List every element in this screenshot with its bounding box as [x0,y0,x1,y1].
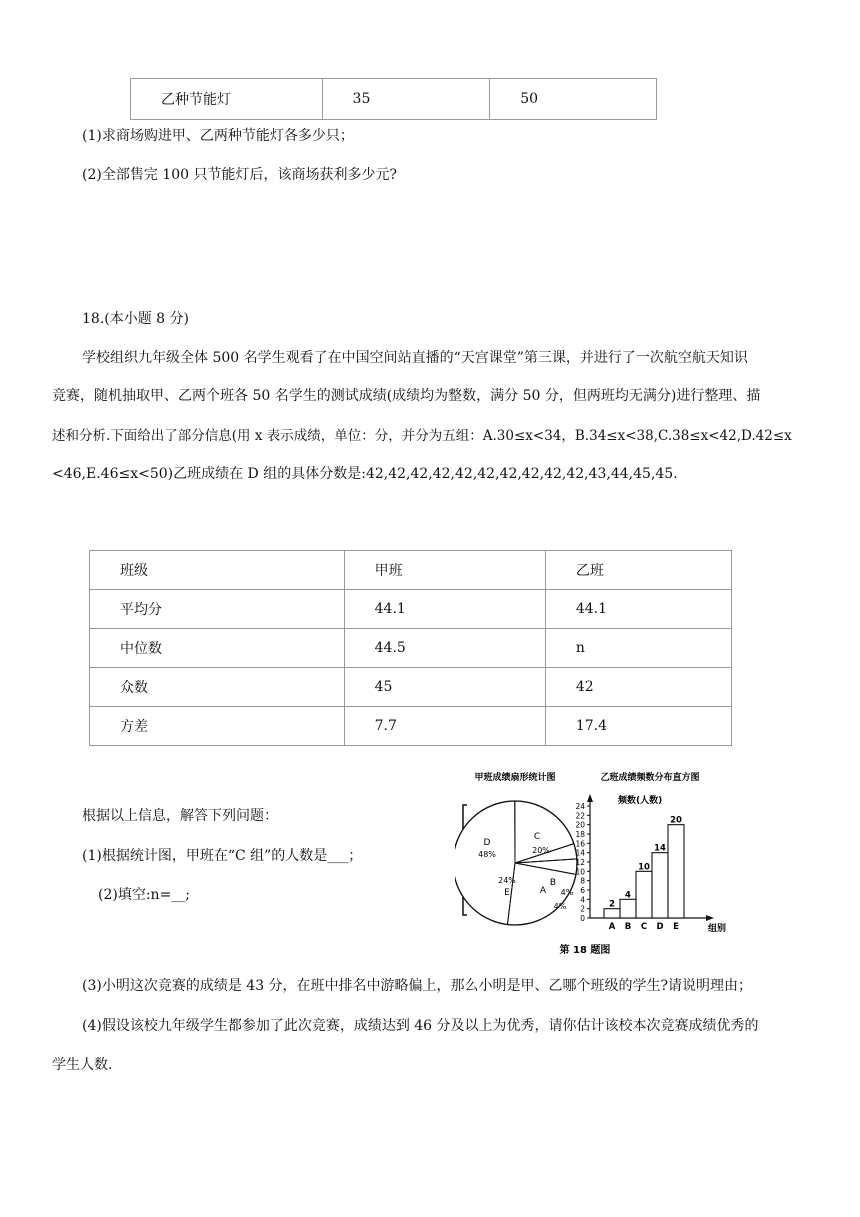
y-tick-label: 24 [575,802,585,811]
bar-value-label: 14 [654,843,666,854]
pie-chart [455,801,577,925]
table-header-cell: 班级 [90,551,345,590]
top-table [130,78,657,120]
y-tick-label: 16 [575,839,585,849]
bar [668,825,684,918]
y-tick-label: 22 [575,811,585,821]
pie-slice-percent: 20% [532,846,550,855]
bar-value-label: 20 [670,815,682,826]
y-tick-label: 14 [575,848,585,858]
question-18-part-4-cont: 学生人数. [52,1057,113,1073]
pie-slice-label: B [549,878,557,888]
bar [636,871,652,918]
table-cell: 42 [545,668,731,707]
histogram-title: 乙班成绩频数分布直方图 [600,773,700,783]
table-cell: 方差 [90,707,345,746]
table-cell: 众数 [90,668,345,707]
pie-slice-percent: 24% [498,876,516,885]
category-label: D [656,922,664,932]
pie-slice-label: C [533,832,541,842]
pie-slice-label: D [483,838,491,848]
bar-value-label: 2 [609,899,615,910]
y-tick-label: 18 [575,830,585,839]
y-tick-label: 2 [580,904,585,914]
question-18-part-1: (1)根据统计图，甲班在“C 组”的人数是___； [82,848,363,864]
pie-chart-title: 甲班成绩扇形统计图 [474,773,556,783]
pie-slice-percent: 48% [478,850,496,859]
question-17-part-2: (2)全部售完 100 只节能灯后，该商场获利多少元? [82,167,397,183]
y-tick-label: 4 [580,895,585,905]
table-header-cell: 乙班 [545,551,731,590]
question-18-text-line: 述和分析.下面给出了部分信息(用 x 表示成绩，单位：分，并分为五组：A.30≤x<34，B.34≤x<38,C.38≤x<42,D.42≤x [52,428,792,444]
y-tick-label: 8 [580,876,585,886]
table-cell: 35 [322,79,490,120]
question-18-text-line: 竞赛，随机抽取甲、乙两个班各 50 名学生的测试成绩(成绩均为整数，满分 50 分，但两班均无满分)进行整理、描 [52,388,761,404]
table-cell: 44.5 [344,629,545,668]
pie-slice-percent: 4% [560,888,574,897]
histogram-x-label: 组别 [708,924,727,934]
category-label: C [640,922,648,932]
bar [652,853,668,918]
table-cell: 44.1 [344,590,545,629]
question-17-part-1: (1)求商场购进甲、乙两种节能灯各多少只； [82,128,354,144]
histogram-chart [575,794,714,932]
y-tick-label: 6 [580,886,585,895]
table-cell: 7.7 [344,707,545,746]
y-tick-label: 20 [575,820,585,830]
figure-caption: 第 18 题图 [559,945,611,956]
table-cell: 平均分 [90,590,345,629]
question-18-part-2: (2)填空:n=__; [98,887,191,903]
table-cell: 44.1 [545,590,731,629]
table-cell: 乙种节能灯 [131,79,323,120]
histogram-y-label: 频数(人数) [618,796,663,806]
figure-18 [455,765,730,960]
question-18-text-line: <46,E.46≤x<50)乙班成绩在 D 组的具体分数是:42,42,42,42,42,42,42,42,42,42,43,44,45,45. [52,466,678,482]
table-cell: 45 [344,668,545,707]
pie-slice-label: E [504,888,510,898]
bar-value-label: 10 [638,862,650,873]
stats-table [89,550,732,746]
y-axis-arrow [587,794,593,802]
y-tick-label: 12 [575,858,585,867]
x-axis-arrow [706,915,714,921]
table-cell: 中位数 [90,629,345,668]
question-18-part-3: (3)小明这次竞赛的成绩是 43 分，在班中排名中游略偏上，那么小明是甲、乙哪个班级的学生?请说明理由； [82,978,753,994]
table-cell: 17.4 [545,707,731,746]
pie-slice-label: A [539,886,547,896]
y-tick-label: 0 [580,914,585,923]
bar [604,909,620,918]
question-18-header: 18.(本小题 8 分) [82,311,189,327]
bar-value-label: 4 [625,890,631,901]
category-label: B [624,922,632,932]
question-18-intro: 根据以上信息，解答下列问题： [82,808,278,824]
y-tick-label: 10 [575,867,585,877]
table-header-cell: 甲班 [344,551,545,590]
table-cell: 50 [490,79,657,120]
table-cell: n [545,629,731,668]
category-label: E [673,922,679,932]
category-label: A [608,922,616,932]
question-18-text-line: 学校组织九年级全体 500 名学生观看了在中国空间站直播的“天宫课堂”第三课，并进行了一次航空航天知识 [82,350,748,366]
bar [620,899,636,918]
pie-slice-percent: 4% [553,902,567,911]
question-18-part-4: (4)假设该校九年级学生都参加了此次竞赛，成绩达到 46 分及以上为优秀，请你估计该校本次竞赛成绩优秀的 [82,1018,759,1034]
